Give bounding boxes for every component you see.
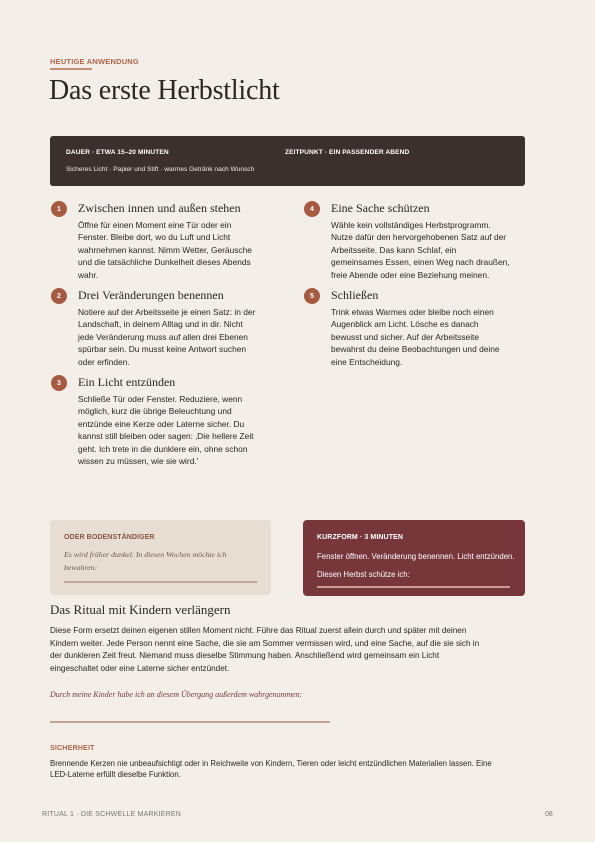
materials-text: Sicheres Licht · Papier und Stift · warmes Getränk nach Wunsch bbox=[66, 166, 255, 173]
step-body bbox=[331, 306, 527, 368]
safety-line: LED-Laterne erfüllt dieselbe Funktion. bbox=[50, 770, 181, 780]
step-line: entzünde eine Kerze oder Laterne sicher. Du bbox=[78, 418, 245, 429]
step-line: wahrnehmen kannst. Nimm Wetter, Geräusche bbox=[78, 244, 252, 255]
short-form-steps: Fenster öffnen. Veränderung benennen. Licht entzünden. bbox=[317, 552, 515, 561]
step-title: Ein Licht entzünden bbox=[78, 375, 176, 389]
kids-section-body bbox=[50, 625, 525, 675]
step-line: freie Abende oder eine Beziehung meinen. bbox=[331, 269, 490, 280]
safety-body bbox=[50, 758, 520, 781]
footer-running-title: RITUAL 1 · DIE SCHWELLE MARKIEREN bbox=[42, 811, 181, 818]
step-title: Drei Veränderungen benennen bbox=[78, 288, 224, 302]
step-line: kannst still bleiben oder sagen: ‚Die hellere Zeit bbox=[78, 431, 254, 442]
step-line: Notiere auf der Arbeitsseite je einen Satz: in der bbox=[78, 307, 256, 317]
step-number: 1 bbox=[51, 201, 67, 217]
timing-label: ZEITPUNKT · EIN PASSENDER ABEND bbox=[285, 149, 410, 156]
step-body bbox=[78, 219, 274, 281]
step-title: Zwischen innen und außen stehen bbox=[78, 201, 241, 215]
short-form-label: KURZFORM · 3 MINUTEN bbox=[317, 534, 403, 541]
step-number: 2 bbox=[51, 288, 67, 304]
grounded-write-line[interactable] bbox=[64, 581, 257, 583]
step-line: bewusst und sicher. Auf der Arbeitsseite bbox=[331, 331, 480, 342]
step-body bbox=[78, 306, 274, 368]
step-line: möglich, kurz die übrige Beleuchtung und bbox=[78, 406, 232, 417]
kids-line: eingeschaltet oder eine Laterne sicher entzündet. bbox=[50, 663, 230, 673]
step-line: gemeinsames Essen, einen Weg nach draußen, bbox=[331, 257, 510, 268]
page-number: 08 bbox=[545, 811, 553, 818]
section-eyebrow: HEUTIGE ANWENDUNG bbox=[50, 57, 139, 66]
step-line: Augenblick am Licht. Lösche es danach bbox=[331, 319, 479, 330]
step-line: und die tatsächliche Dunkelheit dieses Abends bbox=[78, 257, 251, 268]
kids-line: Kindern weiter. Jede Person nennt eine Sache, die sie am Sommer vermissen wird, und eine Sache, auf die sie sich in bbox=[50, 638, 480, 648]
step-line: Trink etwas Warmes oder bleibe noch einen bbox=[331, 307, 494, 317]
kids-line: Diese Form ersetzt deinen eigenen stillen Moment nicht. Führe das Ritual zuerst allein durch und später mit deinen bbox=[50, 626, 467, 635]
step-line: Landschaft, in deinem Alltag und in dir. Nicht bbox=[78, 319, 243, 330]
step-line: eine Entscheidung. bbox=[331, 356, 403, 367]
step-number: 3 bbox=[51, 375, 67, 391]
step-line: bewahrst du deine Beobachtungen und deine bbox=[331, 344, 500, 355]
step-number: 5 bbox=[304, 288, 320, 304]
step-line: Arbeitsseite. Das kann Schlaf, ein bbox=[331, 244, 457, 255]
step-line: wahr. bbox=[78, 269, 99, 280]
kids-write-line[interactable] bbox=[50, 721, 330, 723]
kids-prompt: Durch meine Kinder habe ich an diesem Übergang außerdem wahrgenommen: bbox=[50, 690, 303, 699]
short-form-box bbox=[303, 520, 525, 596]
safety-label: SICHERHEIT bbox=[50, 743, 95, 752]
step-number: 4 bbox=[304, 201, 320, 217]
step-line: Fenster. Bleibe dort, wo du Luft und Licht bbox=[78, 232, 231, 243]
prompt-line: bewahren: bbox=[64, 562, 98, 572]
step-line: Nutze dafür den hervorgehobenen Satz auf der bbox=[331, 232, 507, 243]
step-line: jede Veränderung muss auf allen drei Ebenen bbox=[78, 331, 248, 342]
info-bar bbox=[50, 136, 525, 186]
step-line: Öffne für einen Moment eine Tür oder ein bbox=[78, 220, 232, 230]
step-line: Schließe Tür oder Fenster. Reduziere, wenn bbox=[78, 394, 243, 404]
kids-section-title: Das Ritual mit Kindern verlängern bbox=[50, 602, 231, 617]
duration-label: DAUER · ETWA 15–20 MINUTEN bbox=[66, 149, 169, 156]
step-line: wissen zu müssen, wie sie wird.' bbox=[78, 456, 199, 467]
step-line: oder erfinden. bbox=[78, 356, 130, 367]
step-line: Wähle kein vollständiges Herbstprogramm. bbox=[331, 220, 491, 230]
step-title: Schließen bbox=[331, 288, 379, 302]
kids-line: der dunkleren Zeit freut. Niemand muss dieselbe Stimmung haben. Anschließend wird gemeinsam ein Licht bbox=[50, 651, 440, 661]
step-title: Eine Sache schützen bbox=[331, 201, 430, 215]
grounded-prompt bbox=[64, 549, 254, 574]
eyebrow-underline bbox=[50, 68, 92, 70]
short-form-prompt: Diesen Herbst schütze ich: bbox=[317, 570, 410, 579]
prompt-line: Es wird früher dunkel. In diesen Wochen möchte ich bbox=[64, 550, 227, 559]
short-form-write-line[interactable] bbox=[317, 586, 510, 588]
step-body bbox=[78, 393, 274, 467]
grounded-label: ODER BODENSTÄNDIGER bbox=[64, 534, 155, 541]
step-line: geht. Ich trete in die dunklere ein, ohne schon bbox=[78, 443, 248, 454]
step-body bbox=[331, 219, 527, 281]
step-line: spürbar sein. Du musst keine Antwort suchen bbox=[78, 344, 247, 355]
page-title: Das erste Herbstlicht bbox=[49, 75, 280, 106]
safety-line: Brennende Kerzen nie unbeaufsichtigt oder in Reichweite von Kindern, Tieren oder leicht entzündlichen Materialien lassen. Eine bbox=[50, 759, 492, 768]
grounded-variant-box bbox=[50, 520, 271, 595]
